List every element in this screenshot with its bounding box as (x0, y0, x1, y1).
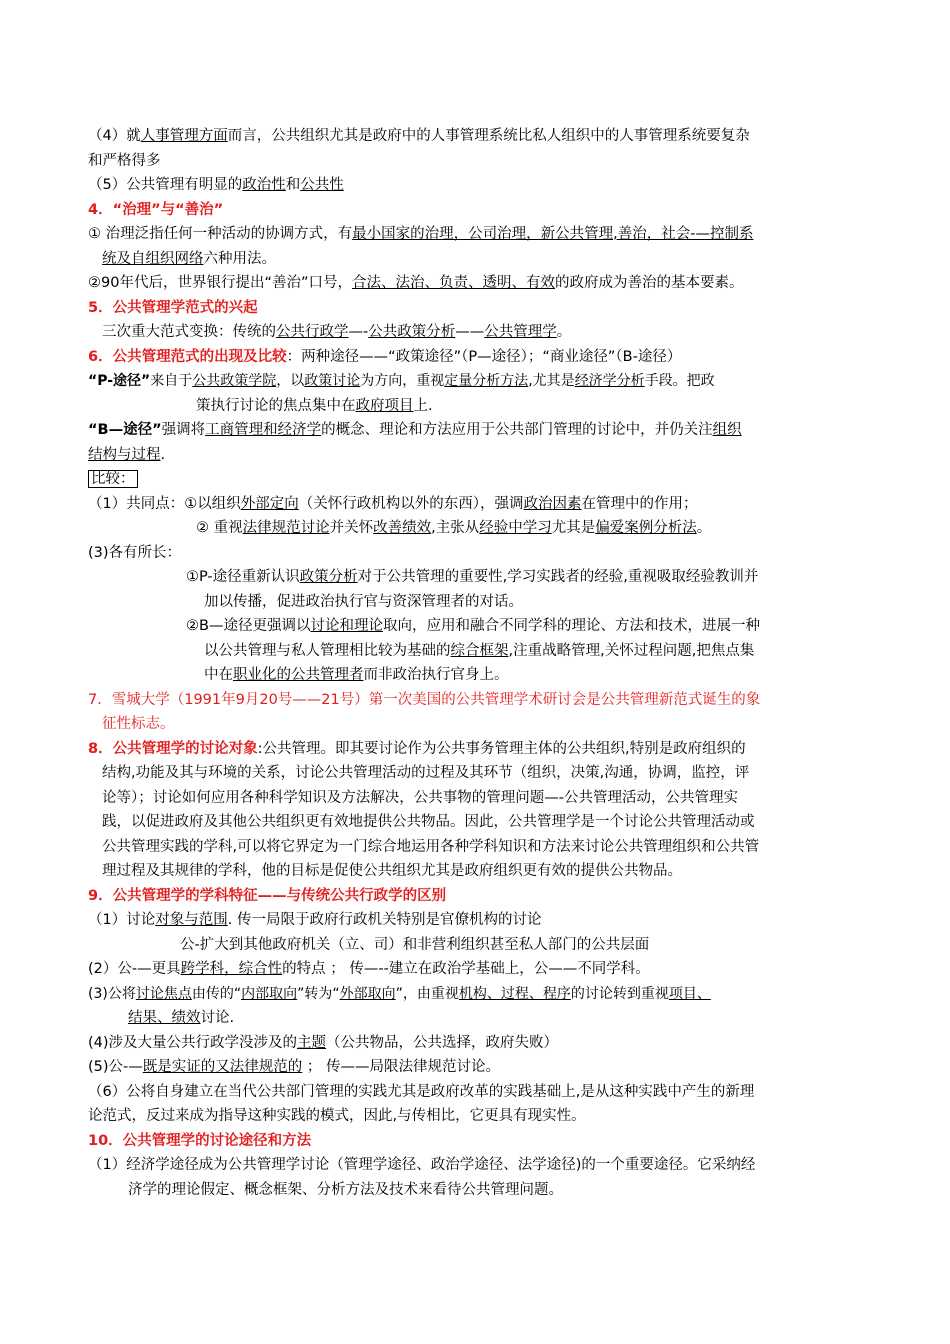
text-line: 征性标志。 (102, 716, 175, 732)
section-heading: 6．公共管理范式的出现及比较：两种途径——“政策途径”（P—途径）；“商业途径”（B-途径） (88, 348, 682, 365)
text-line: 论范式，反过来成为指导这种实践的模式，因此,与传相比，它更具有现实性。 (88, 1108, 586, 1124)
text-line: 和严格得多 (88, 152, 161, 169)
text-line: 公-扩大到其他政府机关（立、司）和非营利组织甚至私人部门的公共层面 (180, 936, 650, 953)
text-line: ②90年代后，世界银行提出“善治”口号，合法、法治、负责、透明、有效的政府成为善治的基本要素。 (88, 275, 744, 291)
text-line: （6）公将自身建立在当代公共部门管理的实践尤其是政府改革的实践基础上,是从这种实践中产生的新理 (88, 1083, 755, 1100)
text-line: 策执行讨论的焦点集中在政府项目上. (196, 397, 433, 414)
text-line: “P-途径”来自于公共政策学院，以政策讨论为方向，重视定量分析方法,尤其是经济学分析手段。把政 (88, 373, 715, 389)
text-line: (4)涉及大量公共行政学没涉及的主题（公共物品，公共选择，政府失败） (88, 1034, 559, 1051)
text-line: （4）就人事管理方面而言，公共组织尤其是政府中的人事管理系统比私人组织中的人事管理系统要复杂 (88, 128, 750, 144)
section-heading: 8．公共管理学的讨论对象:公共管理。即其要讨论作为公共事务管理主体的公共组织,特别是政府组织的 (88, 740, 746, 757)
text-line: 三次重大范式变换：传统的公共行政学—-公共政策分析——公共管理学。 (102, 324, 572, 340)
comparison-label: 比较： (88, 470, 138, 488)
text-line: “B—途径”强调将工商管理和经济学的概念、理论和方法应用于公共部门管理的讨论中，并仍关注组织 (88, 422, 742, 438)
text-line: (5)公-—既是实证的又法律规范的 ； 传——局限法律规范讨论。 (88, 1059, 500, 1075)
text-line: 以公共管理与私人管理相比较为基础的综合框架,注重战略管理,关怀过程问题,把焦点集 (204, 642, 755, 659)
text-line: 7．雪城大学（1991年9月20号——21号）第一次美国的公共管理学术研讨会是公共管理新范式诞生的象 (88, 691, 761, 708)
text-line: ① 治理泛指任何一种活动的协调方式，有最小国家的治理，公司治理，新公共管理,善治，社会-—控制系 (88, 226, 754, 242)
section-heading: 9．公共管理学的学科特征——与传统公共行政学的区别 (88, 887, 447, 904)
text-line: 结构与过程. (88, 446, 166, 463)
text-line (88, 467, 878, 492)
document-page (88, 124, 878, 1202)
text-line: ①P-途径重新认识政策分析对于公共管理的重要性,学习实践者的经验,重视吸取经验教训并 (186, 569, 759, 585)
text-line: 结构,功能及其与环境的关系，讨论公共管理活动的过程及其环节（组织，决策,沟通，协调，监控，评 (102, 765, 750, 781)
text-line: ②B—途径更强调以讨论和理论取向，应用和融合不同学科的理论、方法和技术，进展一种 (186, 618, 760, 634)
text-line: 结果、绩效讨论. (128, 1010, 235, 1026)
text-line: 理过程及其规律的学科，他的目标是促使公共组织尤其是政府组织更有效的提供公共物品。 (102, 863, 682, 879)
text-line: （5）公共管理有明显的政治性和公共性 (88, 177, 344, 193)
text-line: (3)各有所长： (88, 544, 182, 561)
section-heading: 5．公共管理学范式的兴起 (88, 299, 258, 316)
text-line: 统及自组织网络六种用法。 (102, 250, 276, 267)
text-line: 加以传播，促进政治执行官与资深管理者的对话。 (204, 593, 523, 610)
text-line: 践，以促进政府及其他公共组织更有效地提供公共物品。因此，公共管理学是一个讨论公共管理活动或 (102, 814, 755, 830)
text-line: ② 重视法律规范讨论并关怀改善绩效,主张从经验中学习尤其是偏爱案例分析法。 (196, 520, 712, 536)
text-line: （1）共同点：①以组织外部定向（关怀行政机构以外的东西），强调政治因素在管理中的作用； (88, 495, 698, 512)
text-line: 论等）；讨论如何应用各种科学知识及方法解决，公共事物的管理问题—-公共管理活动，公共管理实 (102, 789, 738, 806)
text-line: (3)公将讨论焦点由传的“内部取向”转为“外部取向”，由重视机构、过程、程序的讨论转到重视项目、 (88, 985, 711, 1002)
section-heading: 4．“治理”与“善治” (88, 201, 224, 218)
text-line: （1）经济学途径成为公共管理学讨论（管理学途径、政治学途径、法学途径)的一个重要途径。它采纳经 (88, 1157, 756, 1173)
text-line: 公共管理实践的学科,可以将它界定为一门综合地运用各种学科知识和方法来讨论公共管理组织和公共管 (102, 838, 760, 855)
text-line: 济学的理论假定、概念框架、分析方法及技术来看待公共管理问题。 (128, 1181, 563, 1198)
text-line: (2）公-—更具跨学科，综合性的特点 ； 传—--建立在政治学基础上，公——不同学科。 (88, 961, 650, 977)
section-heading: 10．公共管理学的讨论途径和方法 (88, 1132, 312, 1149)
text-line: （1）讨论对象与范围. 传一局限于政府行政机关特别是官僚机构的讨论 (88, 912, 542, 928)
text-line: 中在职业化的公共管理者而非政治执行官身上。 (204, 667, 509, 683)
